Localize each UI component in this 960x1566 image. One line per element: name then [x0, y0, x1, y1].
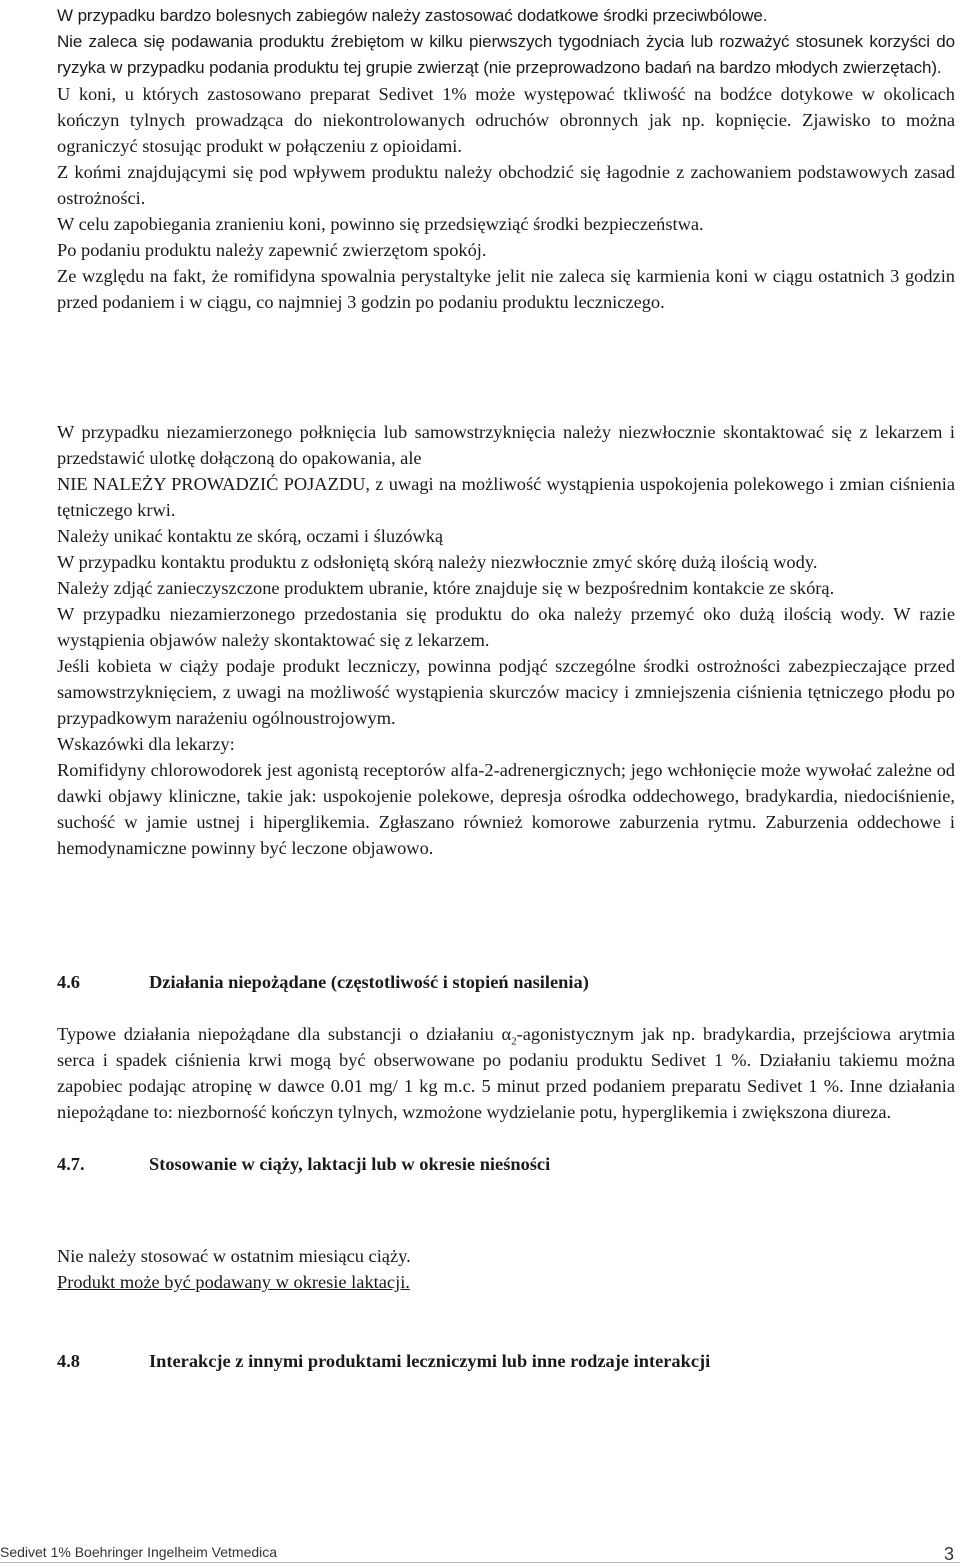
section-title: Stosowanie w ciąży, laktacji lub w okresie nieśności — [149, 1154, 551, 1174]
section-number: 4.7. — [57, 1154, 85, 1174]
section-title: Działania niepożądane (częstotliwość i stopień nasilenia) — [149, 972, 589, 992]
paragraph-handling: Z końmi znajdującymi się pod wpływem produktu należy obchodzić się łagodnie z zachowaniem podstawowych zasad ostrożności. — [57, 162, 955, 208]
paragraph-pregnancy-warning: Jeśli kobieta w ciąży podaje produkt leczniczy, powinna podjąć szczególne środki ostrożności zabezpieczające przed samowstrzyknięciem, z uwagi na możliwość wystąpienia skurczów macicy i zmniejszenia ciśnienia tętniczego płodu po przypadkowym narażeniu ogólnoustrojowym. — [57, 656, 955, 728]
paragraph-lactation: Produkt może być podawany w okresie laktacji. — [57, 1272, 410, 1292]
paragraph-eye-contact: W przypadku niezamierzonego przedostania się produktu do oka należy przemyć oko dużą ilością wody. W razie wystąpienia objawów należy skontaktować się z lekarzem. — [57, 604, 955, 650]
footer-divider — [0, 1562, 960, 1563]
adverse-text-end: -agonistycznym jak np. bradykardia, przejściowa arytmia serca i spadek ciśnienia krwi mogą być obserwowane po podaniu produktu Sedivet 1 %. Działaniu takiemu można zapobiec podając atropinę w dawce 0.01 mg/ 1 kg m.c. 5 minut przed podaniem preparatu Sedivet 1 %. Inne działania niepożądane to: niezborność kończyn tylnych, wzmożone wydzielanie potu, hyperglikemia i zwiększona diureza. — [57, 1024, 955, 1122]
paragraph-adverse-reactions — [57, 1021, 955, 1125]
horse-precautions-block — [57, 3, 955, 315]
section-heading-4-8 — [57, 1348, 955, 1374]
section-number: 4.8 — [57, 1351, 80, 1371]
pregnancy-block — [57, 1243, 955, 1295]
page-number: 3 — [944, 1544, 955, 1564]
paragraph-safety: W celu zapobiegania zranieniu koni, powinno się przedsięwziąć środki bezpieczeństwa. — [57, 214, 704, 234]
paragraph-accidental-injection: W przypadku niezamierzonego połknięcia lub samowstrzyknięcia należy niezwłocznie skontaktować się z lekarzem i przedstawić ulotkę dołączoną do opakowania, ale — [57, 422, 955, 468]
paragraph-analgesics: W przypadku bardzo bolesnych zabiegów należy zastosować dodatkowe środki przeciwbólowe. — [57, 6, 768, 25]
paragraph-feeding: Ze względu na fakt, że romifidyna spowalnia perystaltyke jelit nie zaleca się karmienia koni w ciągu ostatnich 3 godzin przed podaniem i w ciągu, co najmniej 3 godzin po podaniu produktu leczniczego. — [57, 266, 955, 312]
paragraph-skin-contact: W przypadku kontaktu produktu z odsłoniętą skórą należy niezwłocznie zmyć skórę dużą ilością wody. — [57, 552, 818, 572]
footer-product-name: Sedivet 1% Boehringer Ingelheim Vetmedica — [0, 1544, 278, 1560]
user-precautions-block — [57, 419, 955, 861]
paragraph-hypersensitivity: U koni, u których zastosowano preparat Sedivet 1% może występować tkliwość na bodźce dotykowe w okolicach kończyn tylnych prowadząca do niekontrolowanych odruchów obronnych jak np. kopnięcie. Zjawisko to można ograniczyć stosując produkt w połączeniu z opioidami. — [57, 84, 955, 156]
paragraph-foals: Nie zaleca się podawania produktu źrebiętom w kilku pierwszych tygodniach życia lub rozważyć stosunek korzyści do ryzyka w przypadku podania produktu tej grupie zwierząt (nie przeprowadzono badań na bardzo młodych zwierzętach). — [57, 32, 955, 77]
alpha-subscript: 2 — [511, 1035, 517, 1048]
paragraph-avoid-contact: Należy unikać kontaktu ze skórą, oczami i śluzówką — [57, 526, 444, 546]
section-number: 4.6 — [57, 972, 80, 992]
section-title: Interakcje z innymi produktami leczniczymi lub inne rodzaje interakcji — [149, 1351, 711, 1371]
paragraph-advice-doctors: Romifidyny chlorowodorek jest agonistą receptorów alfa-2-adrenergicznych; jego wchłonięcie może wywołać zależne od dawki objawy kliniczne, takie jak: uspokojenie polekowe, depresja ośrodka oddechowego, bradykardia, niedociśnienie, suchość w jamie ustnej i hiperglikemia. Zgłaszano również komorowe zaburzenia rytmu. Zaburzenia oddechowe i hemodynamiczne powinny być leczone objawowo. — [57, 760, 955, 858]
paragraph-clothing: Należy zdjąć zanieczyszczone produktem ubranie, które znajduje się w bezpośrednim kontakcie ze skórą. — [57, 578, 835, 598]
adverse-text-start: Typowe działania niepożądane dla substancji o działaniu α — [57, 1024, 512, 1044]
paragraph-calm: Po podaniu produktu należy zapewnić zwierzętom spokój. — [57, 240, 487, 260]
paragraph-no-driving: NIE NALEŻY PROWADZIĆ POJAZDU, z uwagi na możliwość wystąpienia uspokojenia polekowego i zmian ciśnienia tętniczego krwi. — [57, 474, 955, 520]
paragraph-last-month: Nie należy stosować w ostatnim miesiącu ciąży. — [57, 1246, 411, 1266]
section-heading-4-6 — [57, 969, 955, 995]
adverse-reactions-block — [57, 1021, 955, 1125]
section-heading-4-7 — [57, 1151, 955, 1177]
paragraph-advice-heading: Wskazówki dla lekarzy: — [57, 734, 235, 754]
